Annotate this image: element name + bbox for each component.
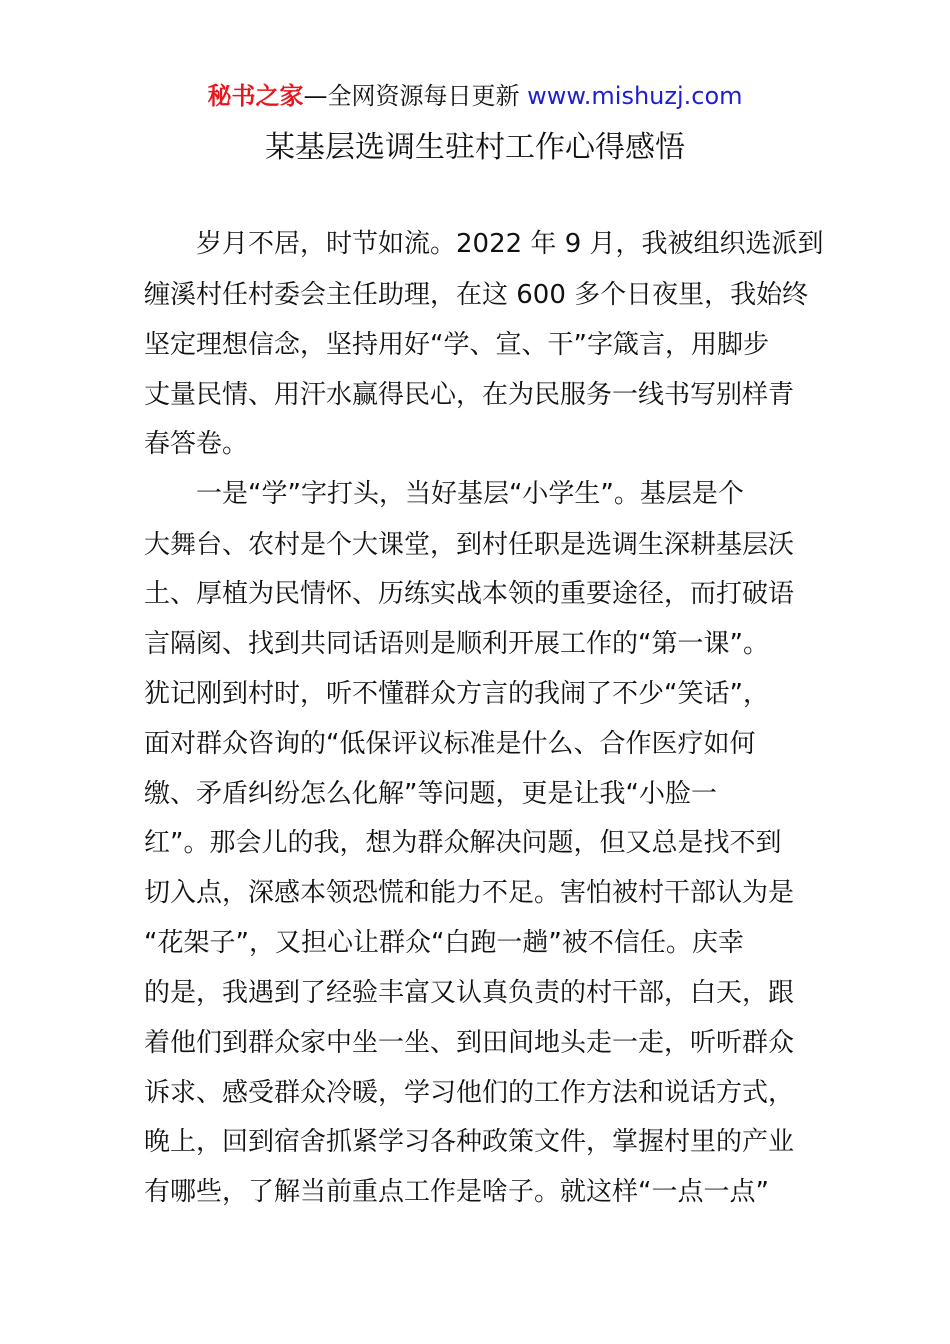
site-url-link[interactable]: www.mishuzj.com — [527, 82, 743, 110]
brand-name: 秘书之家 — [207, 82, 304, 110]
body-line: 言隔阂、找到共同话语则是顺利开展工作的“第一课”。 — [144, 629, 769, 659]
body-line: 有哪些，了解当前重点工作是啥子。就这样“一点一点” — [144, 1177, 769, 1207]
body-line: 犹记刚到村时，听不懂群众方言的我闹了不少“笑话”， — [144, 679, 769, 709]
body-line: 红”。那会儿的我，想为群众解决问题，但又总是找不到 — [144, 828, 782, 858]
header-tagline: —全网资源每日更新 — [303, 82, 528, 110]
body-line: 着他们到群众家中坐一坐、到田间地头走一走，听听群众 — [144, 1028, 795, 1058]
body-line: “花架子”，又担心让群众“白跑一趟”被不信任。庆幸 — [144, 928, 744, 958]
site-header — [0, 80, 950, 112]
body-line: 岁月不居，时节如流。2022 年 9 月，我被组织选派到 — [144, 229, 824, 259]
body-line: 丈量民情、用汗水赢得民心，在为民服务一线书写别样青 — [144, 380, 795, 410]
document-title: 某基层选调生驻村工作心得感悟 — [265, 130, 685, 165]
body-line: 春答卷。 — [144, 429, 249, 459]
body-line: 坚定理想信念，坚持用好“学、宣、干”字箴言，用脚步 — [144, 330, 769, 360]
body-line: 大舞台、农村是个大课堂，到村任职是选调生深耕基层沃 — [144, 530, 795, 560]
body-line: 缠溪村任村委会主任助理，在这 600 多个日夜里，我始终 — [144, 280, 809, 310]
body-line: 面对群众咨询的“低保评议标准是什么、合作医疗如何 — [144, 729, 756, 759]
body-line: 的是，我遇到了经验丰富又认真负责的村干部，白天，跟 — [144, 978, 795, 1008]
body-line: 一是“学”字打头，当好基层“小学生”。基层是个 — [144, 479, 744, 509]
body-line: 晚上，回到宿舍抓紧学习各种政策文件，掌握村里的产业 — [144, 1127, 795, 1157]
body-line: 切入点，深感本领恐慌和能力不足。害怕被村干部认为是 — [144, 878, 795, 908]
body-line: 缴、矛盾纠纷怎么化解”等问题，更是让我“小脸一 — [144, 779, 717, 809]
body-line: 土、厚植为民情怀、历练实战本领的重要途径，而打破语 — [144, 579, 795, 609]
body-line: 诉求、感受群众冷暖，学习他们的工作方法和说话方式， — [144, 1078, 795, 1108]
